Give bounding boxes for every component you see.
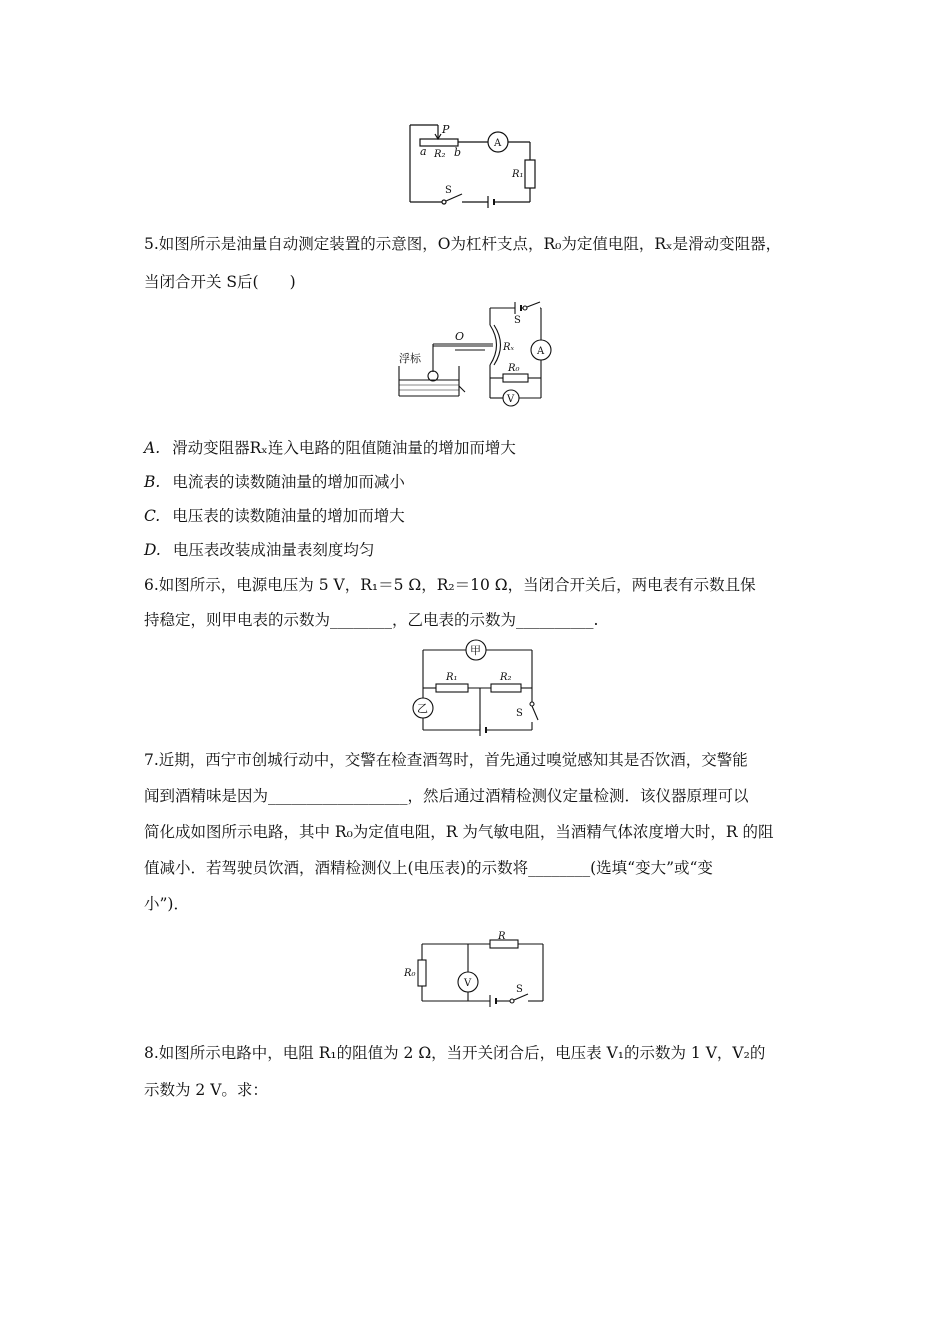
label-r0: R₀ xyxy=(404,968,416,979)
q5-option-c: C. 电压表的读数随油量的增加而增大 xyxy=(144,507,405,525)
label-r1: R₁ xyxy=(512,169,524,180)
label-r2: R₂ xyxy=(500,672,512,683)
circuit-figure-rheostat xyxy=(400,120,550,215)
q7-text-line-3: 简化成如图所示电路，其中 R₀为定值电阻，R 为气敏电阻，当酒精气体浓度增大时，R 的阻 xyxy=(144,823,774,841)
meter-yi-label: 乙 xyxy=(417,702,428,715)
label-r2: R₂ xyxy=(434,149,446,160)
q6-text-line-2: 持稳定，则甲电表的示数为________，乙电表的示数为__________. xyxy=(144,611,599,629)
float-label: 浮标 xyxy=(399,352,421,365)
switch-label: S xyxy=(514,315,521,326)
circuit-figure-two-meters xyxy=(408,638,548,738)
q7-text-line-2: 闻到酒精味是因为__________________，然后通过酒精检测仪定量检测．该仪器原理可以 xyxy=(144,787,749,805)
label-rx: Rₓ xyxy=(503,342,515,353)
q7-text-line-4: 值减小．若驾驶员饮酒，酒精检测仪上(电压表)的示数将________(选填“变大”或“变 xyxy=(144,859,713,877)
meter-jia-label: 甲 xyxy=(470,644,481,657)
circuit-figure-oil-gauge xyxy=(395,300,555,410)
voltmeter-label: V xyxy=(507,394,515,405)
switch-label: S xyxy=(445,185,452,196)
ammeter-label: A xyxy=(537,346,545,357)
q5-option-a: A. 滑动变阻器Rₓ连入电路的阻值随油量的增加而增大 xyxy=(144,439,516,457)
label-r1: R₁ xyxy=(446,672,458,683)
voltmeter-label: V xyxy=(464,978,472,989)
switch-label: S xyxy=(516,708,523,719)
label-r: R xyxy=(498,931,506,942)
ammeter-label: A xyxy=(494,138,502,149)
q7-text-line-1: 7.近期，西宁市创城行动中，交警在检查酒驾时，首先通过嗅觉感知其是否饮酒，交警能 xyxy=(144,751,748,769)
q6-text-line-1: 6.如图所示，电源电压为 5 V，R₁＝5 Ω，R₂＝10 Ω，当闭合开关后，两电表有示数且保 xyxy=(144,576,756,594)
pivot-label: O xyxy=(455,330,465,343)
q5-text-line-1: 5.如图所示是油量自动测定装置的示意图，O为杠杆支点，R₀为定值电阻，Rₓ是滑动变阻器， xyxy=(144,235,782,253)
label-p: P xyxy=(442,123,450,136)
q8-text-line-1: 8.如图所示电路中，电阻 R₁的阻值为 2 Ω，当开关闭合后，电压表 V₁的示数为 1 V，V₂的 xyxy=(144,1044,766,1062)
label-b: b xyxy=(454,146,462,159)
q5-option-b: B. 电流表的读数随油量的增加而减小 xyxy=(144,473,405,491)
label-a: a xyxy=(420,145,427,158)
label-r0: R₀ xyxy=(508,363,520,374)
q5-text-line-2: 当闭合开关 S后( ) xyxy=(144,273,296,291)
switch-label: S xyxy=(516,984,523,995)
q8-text-line-2: 示数为 2 V。求： xyxy=(144,1081,268,1099)
q5-option-d: D. 电压表改装成油量表刻度均匀 xyxy=(144,541,375,559)
q7-text-line-5: 小”)． xyxy=(144,895,189,913)
circuit-figure-breathalyzer xyxy=(400,928,550,1008)
